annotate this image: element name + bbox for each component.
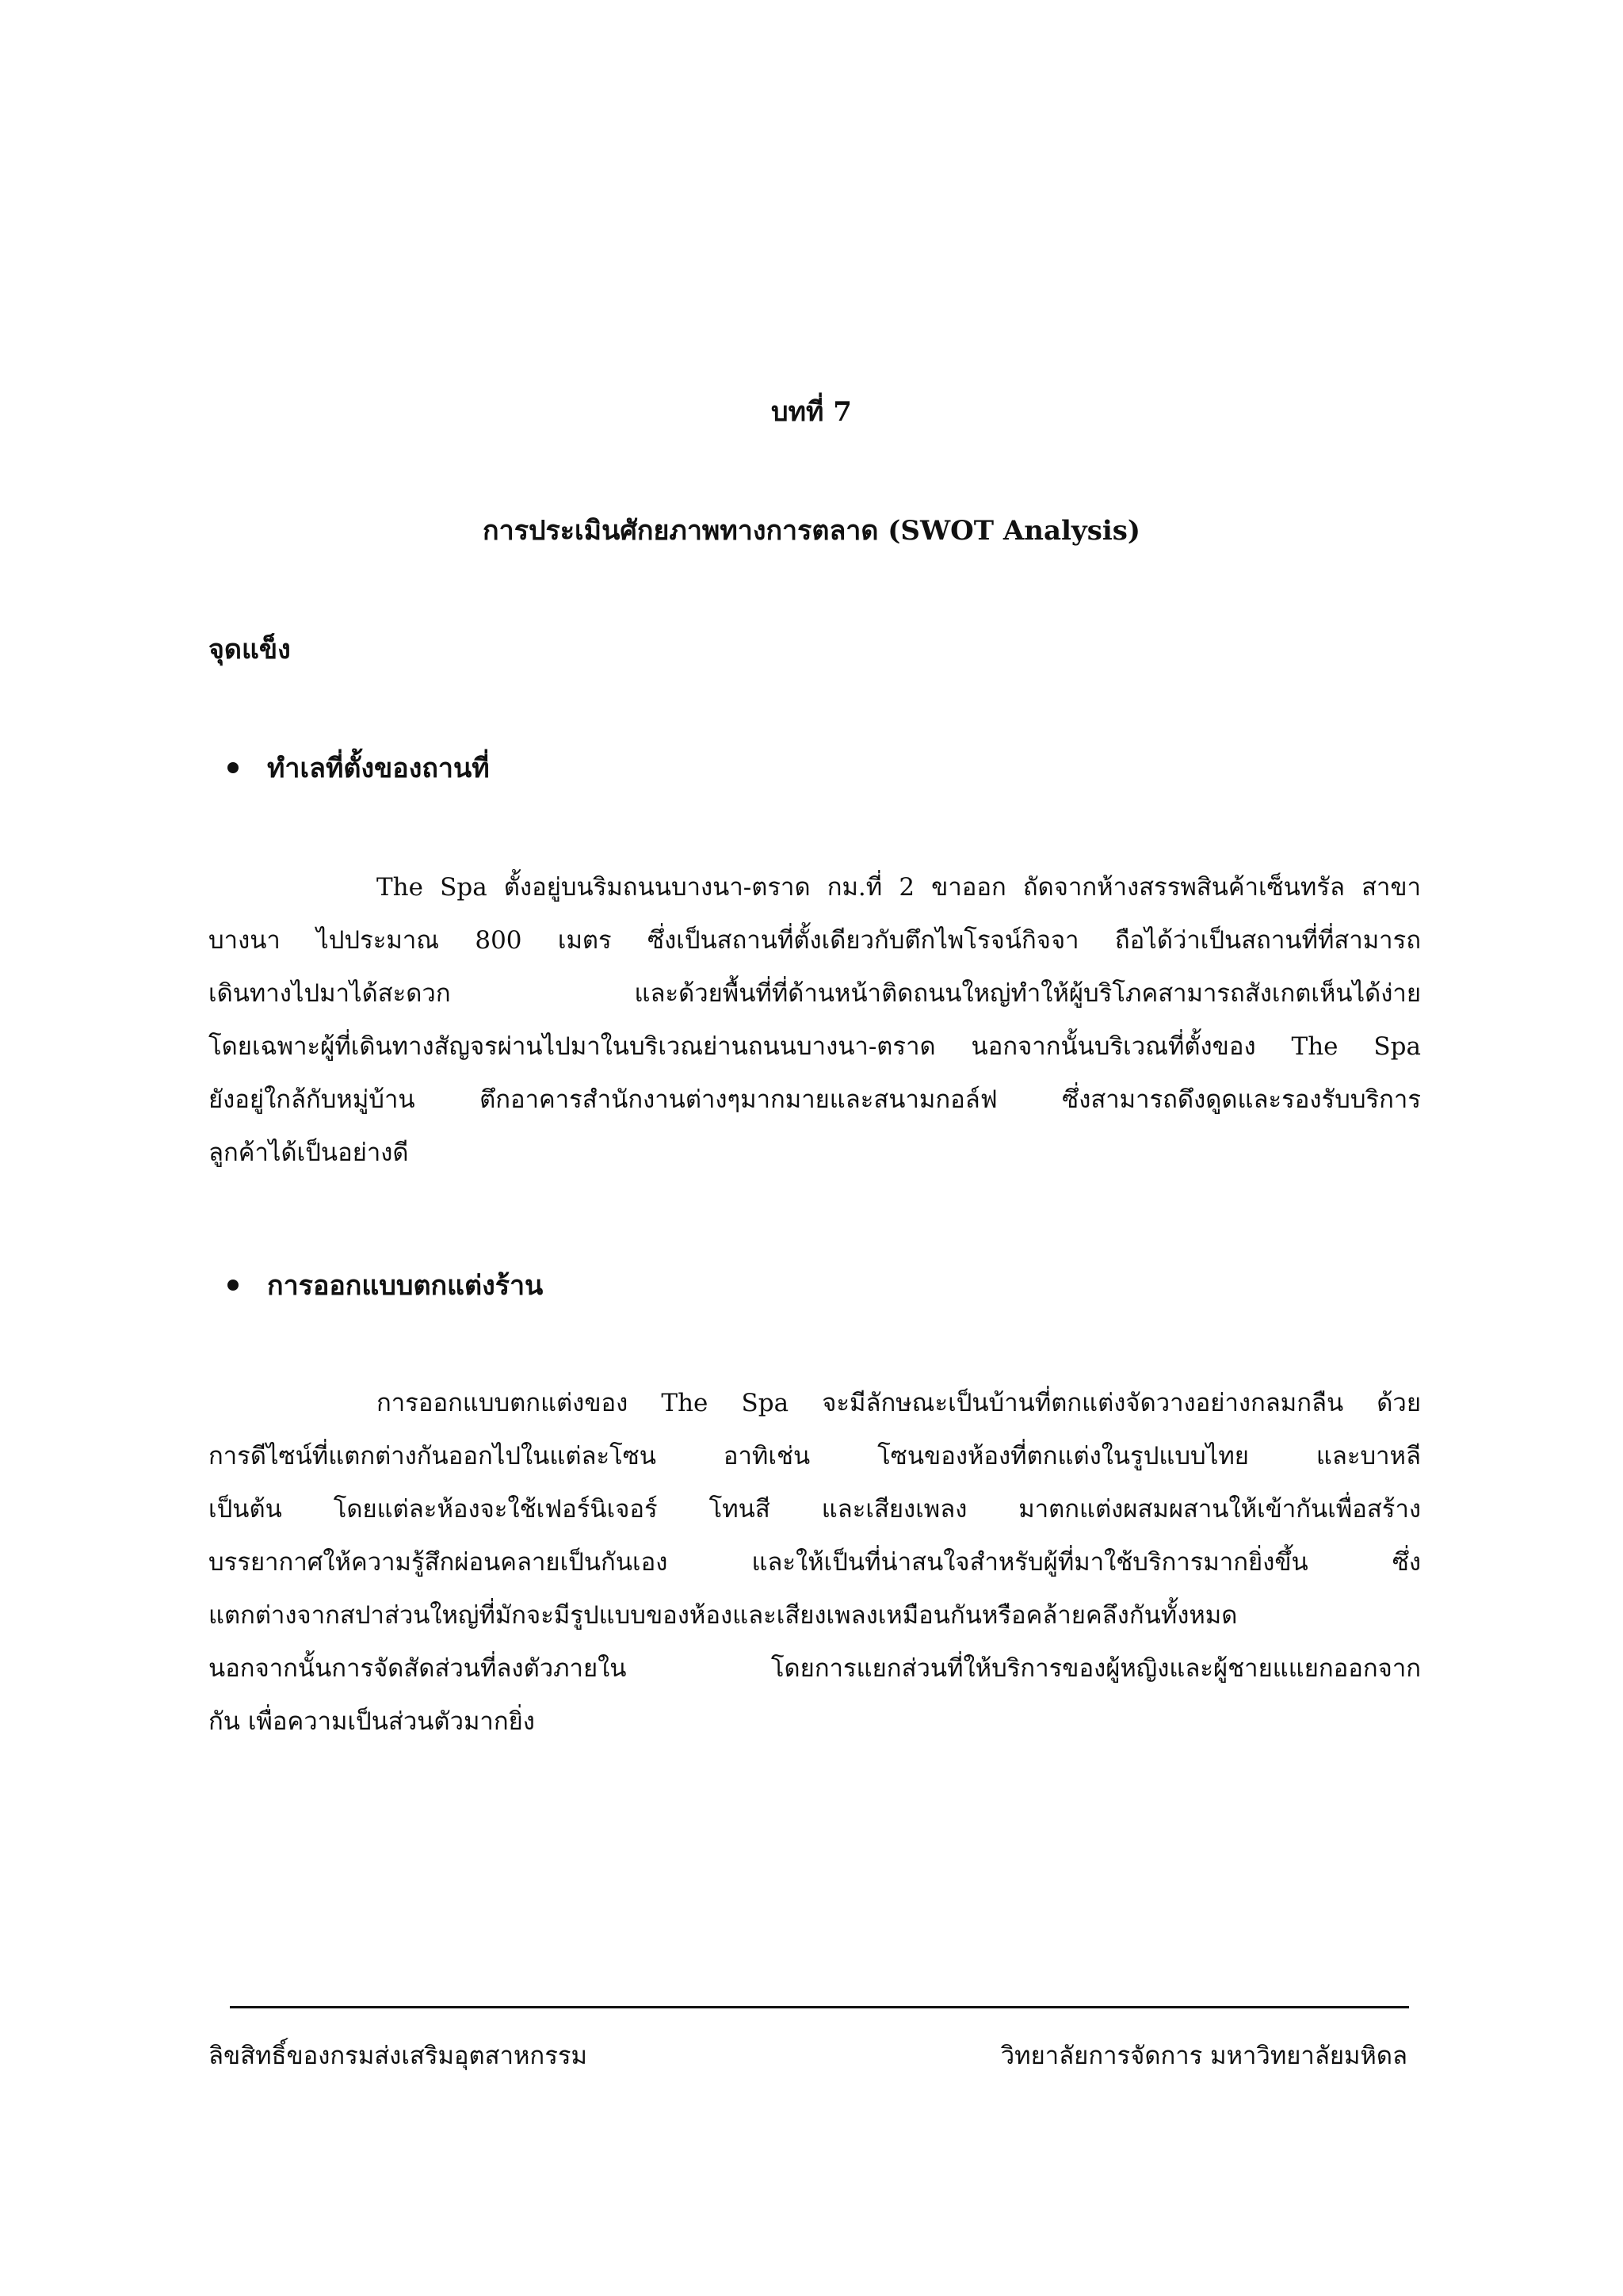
chapter-title: บทที่ 7 (771, 396, 852, 428)
chapter-subtitle: การประเมินศักยภาพทางการตลาด (SWOT Analysis) (483, 515, 1140, 547)
footer-divider (230, 2006, 1409, 2008)
subsection-heading-decoration (208, 1266, 543, 1306)
paragraph-line: ยังอยู่ใกล้กับหมู่บ้าน ตึกอาคารสำนักงานต่างๆมากมายและสนามกอล์ฟ ซึ่งสามารถดึงดูดและรองรับบริการ (208, 1085, 1421, 1114)
paragraph-line: เดินทางไปมาได้สะดวก และด้วยพื้นที่ที่ด้านหน้าติดถนนใหญ่ทำให้ผู้บริโภคสามารถสังเกตเห็นได้ง่าย (208, 979, 1421, 1008)
footer-institution: วิทยาลัยการจัดการ มหาวิทยาลัยมหิดล (1000, 2042, 1407, 2070)
subsection-heading-text: การออกแบบตกแต่งร้าน (267, 1270, 544, 1302)
paragraph-line: บางนา ไปประมาณ 800 เมตร ซึ่งเป็นสถานที่ตั้งเดียวกับตึกไพโรจน์กิจจา ถือได้ว่าเป็นสถานที่ที่สามารถ (208, 926, 1421, 955)
subsection-heading-text: ทำเลที่ตั้งของถานที่ (267, 753, 490, 784)
paragraph-location (208, 861, 1421, 1180)
paragraph-line: เป็นต้น โดยแต่ละห้องจะใช้เฟอร์นิเจอร์ โทนสี และเสียงเพลง มาตกแต่งผสมผสานให้เข้ากันเพื่อสร้าง (208, 1495, 1421, 1524)
paragraph-line: กัน เพื่อความเป็นส่วนตัวมากยิ่ง (208, 1707, 535, 1736)
paragraph-line: การดีไซน์ที่แตกต่างกันออกไปในแต่ละโซน อาทิเช่น โซนของห้องที่ตกแต่งในรูปแบบไทย และบาหลี (208, 1442, 1421, 1470)
paragraph-line: ลูกค้าได้เป็นอย่างดี (208, 1138, 409, 1167)
paragraph-line: โดยเฉพาะผู้ที่เดินทางสัญจรผ่านไปมาในบริเวณย่านถนนบางนา-ตราด นอกจากนั้นบริเวณที่ตั้งของ The Spa (208, 1032, 1421, 1061)
footer-copyright: ลิขสิทธิ์ของกรมส่งเสริมอุตสาหกรรม (208, 2042, 587, 2070)
paragraph-line: การออกแบบตกแต่งของ The Spa จะมีลักษณะเป็นบ้านที่ตกแต่งจัดวางอย่างกลมกลืน ด้วย (376, 1389, 1421, 1417)
bullet-icon (227, 1280, 239, 1291)
bullet-icon (227, 762, 239, 773)
section-heading-strengths: จุดแข็ง (208, 634, 291, 666)
paragraph-line: แตกต่างจากสปาส่วนใหญ่ที่มักจะมีรูปแบบของห้องและเสียงเพลงเหมือนกันหรือคล้ายคลึงกันทั้งหมด (208, 1601, 1238, 1630)
paragraph-decoration (208, 1377, 1421, 1749)
paragraph-line: The Spa ตั้งอยู่บนริมถนนบางนา-ตราด กม.ที่ 2 ขาออก ถัดจากห้างสรรพสินค้าเซ็นทรัล สาขา (376, 873, 1421, 902)
paragraph-line: บรรยากาศให้ความรู้สึกผ่อนคลายเป็นกันเอง และให้เป็นที่น่าสนใจสำหรับผู้ที่มาใช้บริการมากยิ่งขึ้น ซึ่ง (208, 1548, 1421, 1577)
paragraph-line: นอกจากนั้นการจัดสัดส่วนที่ลงตัวภายใน โดยการแยกส่วนที่ให้บริการของผู้หญิงและผู้ชายแแยกออกจาก (208, 1654, 1421, 1683)
subsection-heading-location (208, 749, 490, 788)
